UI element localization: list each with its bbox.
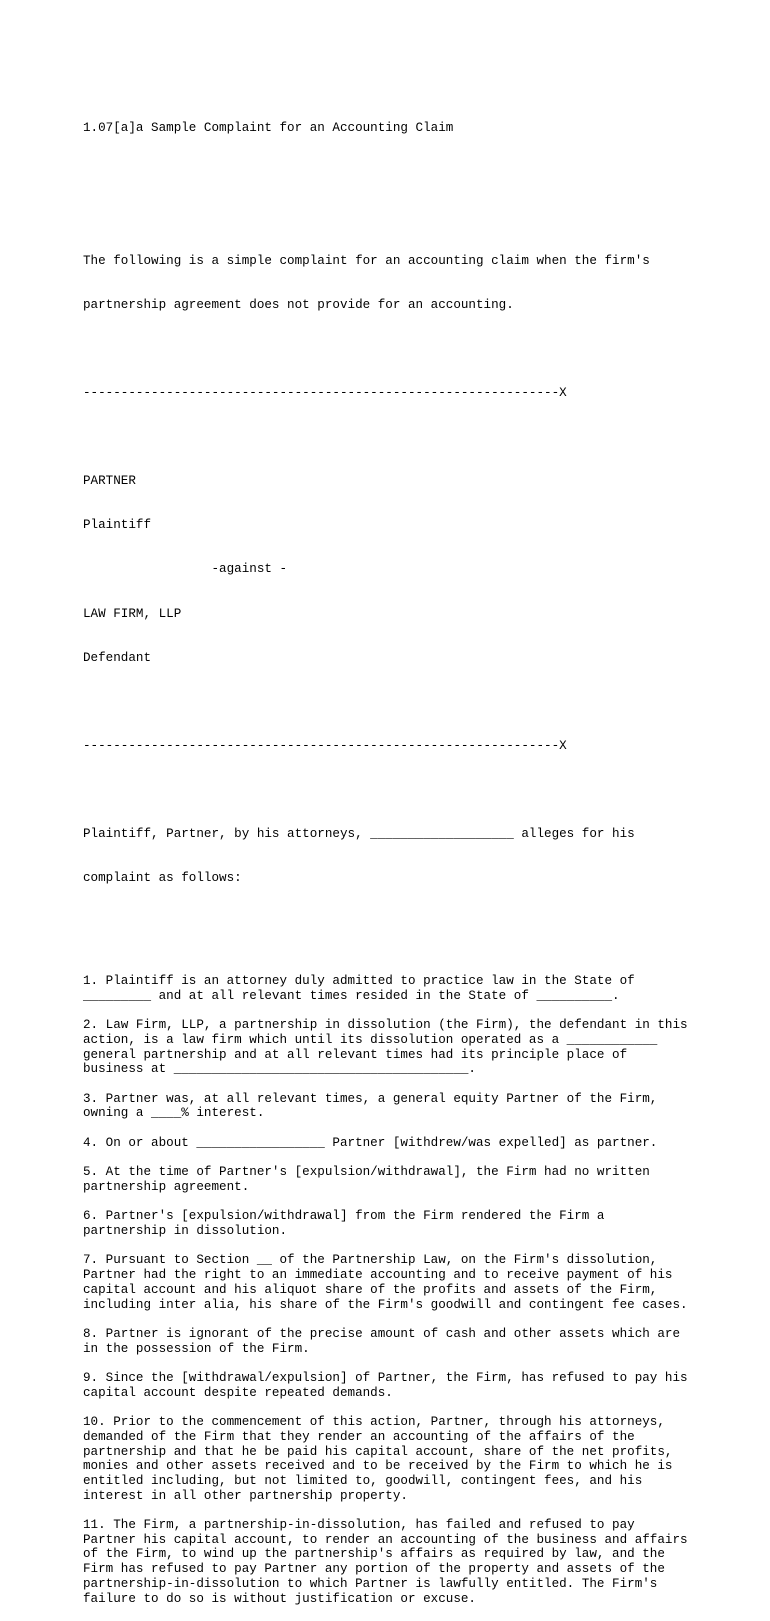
allegation-line: interest in all other partnership property. bbox=[83, 1488, 408, 1503]
allegation-line: Partner had the right to an immediate accounting and to receive payment of his bbox=[83, 1268, 673, 1283]
allegation-line: in the possession of the Firm. bbox=[83, 1341, 310, 1356]
allegation-line: Partner his capital account, to render an accounting of the business and affairs bbox=[83, 1532, 688, 1547]
allegation-line: 5. At the time of Partner's [expulsion/withdrawal], the Firm had no written bbox=[83, 1165, 650, 1180]
allegation-line: failure to do so is without justification or excuse. bbox=[83, 1591, 476, 1606]
allegation-line: capital account despite repeated demands. bbox=[83, 1385, 393, 1400]
plaintiff-name: PARTNER bbox=[83, 474, 136, 489]
document-page bbox=[83, 92, 763, 1621]
allegation-line: 10. Prior to the commencement of this action, Partner, through his attorneys, bbox=[83, 1415, 665, 1430]
allegation-line: capital account and his aliquot share of the profits and assets of the Firm, bbox=[83, 1282, 658, 1297]
against-label: -against - bbox=[83, 562, 288, 577]
allegation-line: business at _______________________________________. bbox=[83, 1062, 476, 1077]
opening-line: Plaintiff, Partner, by his attorneys, ___________________ alleges for his bbox=[83, 827, 635, 842]
plaintiff-role: Plaintiff bbox=[83, 518, 152, 533]
allegation-line: action, is a law firm which until its dissolution operated as a ____________ bbox=[83, 1032, 658, 1047]
allegation-line: partnership-in-dissolution to which Partner is lawfully entitled. The Firm's bbox=[83, 1576, 658, 1591]
allegation-line: 8. Partner is ignorant of the precise amount of cash and other assets which are bbox=[83, 1326, 681, 1341]
allegation-paragraph bbox=[83, 1253, 763, 1312]
allegation-paragraph bbox=[83, 1092, 763, 1121]
allegation-paragraph bbox=[83, 1327, 763, 1356]
intro-line: partnership agreement does not provide for an accounting. bbox=[83, 297, 514, 312]
opening-line: complaint as follows: bbox=[83, 871, 242, 886]
allegation-paragraph bbox=[83, 974, 763, 1003]
allegation-line: of the Firm, to wind up the partnership's affairs as required by law, and the bbox=[83, 1547, 665, 1562]
allegation-line: _________ and at all relevant times resided in the State of __________. bbox=[83, 988, 620, 1003]
allegation-paragraph bbox=[83, 1518, 763, 1606]
allegation-paragraph bbox=[83, 1165, 763, 1194]
intro-paragraph bbox=[83, 224, 763, 342]
allegation-line: partnership in dissolution. bbox=[83, 1224, 288, 1239]
allegation-paragraph bbox=[83, 1209, 763, 1238]
allegation-line: 1. Plaintiff is an attorney duly admitted to practice law in the State of bbox=[83, 974, 635, 989]
allegation-line: 6. Partner's [expulsion/withdrawal] from the Firm rendered the Firm a bbox=[83, 1209, 605, 1224]
allegation-line: Firm has refused to pay Partner any portion of the property and assets of the bbox=[83, 1562, 665, 1577]
opening-paragraph bbox=[83, 798, 763, 916]
case-caption bbox=[83, 445, 763, 695]
defendant-name: LAW FIRM, LLP bbox=[83, 606, 182, 621]
allegation-line: 3. Partner was, at all relevant times, a general equity Partner of the Firm, bbox=[83, 1091, 658, 1106]
document-title: 1.07[a]a Sample Complaint for an Accounting Claim bbox=[83, 121, 454, 136]
allegation-line: partnership and that he be paid his capital account, share of the net profits, bbox=[83, 1444, 673, 1459]
allegation-line: 2. Law Firm, LLP, a partnership in dissolution (the Firm), the defendant in this bbox=[83, 1018, 688, 1033]
caption-divider-top: ---------------------------------------------------------------X bbox=[83, 386, 567, 401]
allegation-line: 4. On or about _________________ Partner [withdrew/was expelled] as partner. bbox=[83, 1135, 658, 1150]
allegation-line: monies and other assets received and to be received by the Firm to which he is bbox=[83, 1459, 673, 1474]
allegation-line: partnership agreement. bbox=[83, 1179, 250, 1194]
allegation-paragraph bbox=[83, 1371, 763, 1400]
intro-line: The following is a simple complaint for an accounting claim when the firm's bbox=[83, 253, 650, 268]
allegation-line: demanded of the Firm that they render an accounting of the affairs of the bbox=[83, 1429, 635, 1444]
allegation-paragraph bbox=[83, 1415, 763, 1503]
allegation-paragraph bbox=[83, 1018, 763, 1077]
allegation-line: general partnership and at all relevant times had its principle place of bbox=[83, 1047, 628, 1062]
allegation-paragraph bbox=[83, 1136, 763, 1151]
allegation-line: entitled including, but not limited to, goodwill, contingent fees, and his bbox=[83, 1473, 643, 1488]
allegation-line: 9. Since the [withdrawal/expulsion] of Partner, the Firm, has refused to pay his bbox=[83, 1371, 688, 1386]
allegation-line: owning a ____% interest. bbox=[83, 1106, 265, 1121]
defendant-role: Defendant bbox=[83, 650, 152, 665]
allegation-line: 11. The Firm, a partnership-in-dissolution, has failed and refused to pay bbox=[83, 1518, 635, 1533]
caption-divider-bottom: ---------------------------------------------------------------X bbox=[83, 738, 567, 753]
allegation-line: 7. Pursuant to Section __ of the Partnership Law, on the Firm's dissolution, bbox=[83, 1253, 658, 1268]
allegations bbox=[83, 959, 763, 1606]
allegation-line: including inter alia, his share of the Firm's goodwill and contingent fee cases. bbox=[83, 1297, 688, 1312]
